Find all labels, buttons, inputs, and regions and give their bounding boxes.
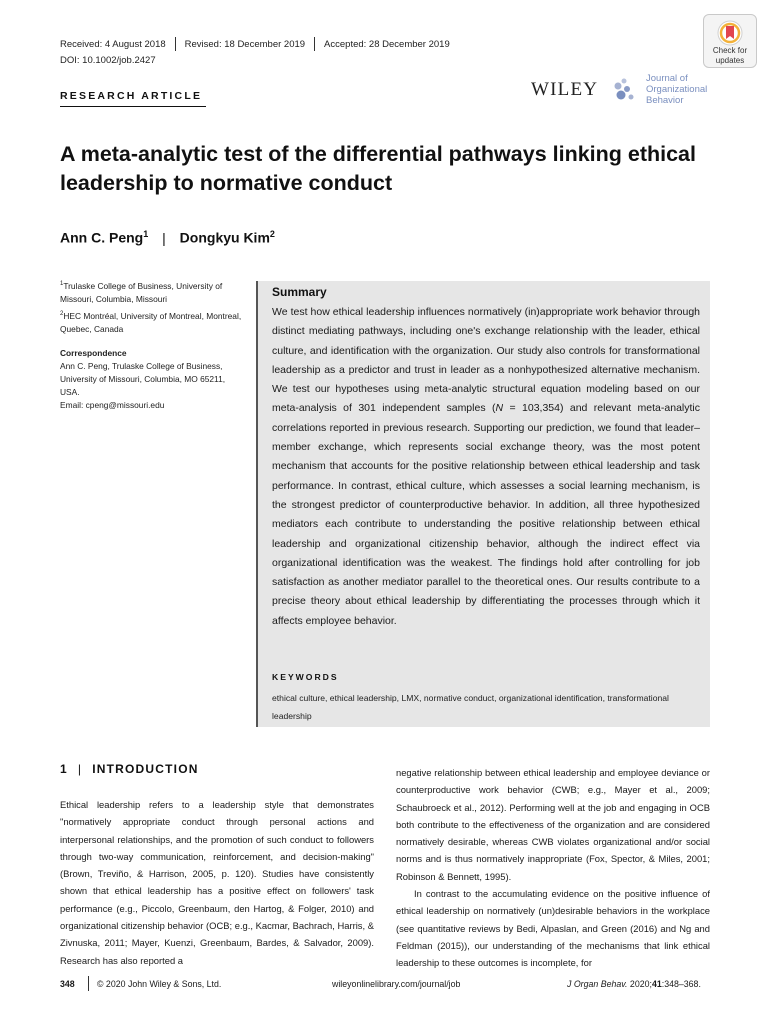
- keywords-list: ethical culture, ethical leadership, LMX, normative conduct, organizational identification, transformational leadership: [272, 693, 669, 721]
- affiliation-1: $^1$Trulaske College of Business, University of Missouri, Columbia, Missouri: [60, 280, 223, 304]
- keywords-heading: KEYWORDS: [272, 672, 339, 682]
- copyright: © 2020 John Wiley & Sons, Ltd.: [97, 979, 222, 989]
- author-name[interactable]: Dongkyu Kim: [179, 229, 270, 246]
- summary-rule: [256, 281, 258, 727]
- article-dates: [60, 37, 450, 51]
- badge-label-1: Check for: [712, 46, 748, 55]
- journal-dots-icon: [610, 76, 642, 106]
- section-label: RESEARCH ARTICLE: [60, 90, 203, 102]
- body-column-right: [396, 764, 710, 972]
- body-paragraph: In contrast to the accumulating evidence on the positive influence of ethical leadership on normatively (un)desirable behaviors in the workplace (see quantitative reviews by Bedi, Alpaslan, and Green (2016) and Ng and Feldman (2015)), our understanding of the mechanisms that link ethical leadership to these outcomes is incomplete, for: [396, 888, 710, 969]
- journal-url[interactable]: wileyonlinelibrary.com/journal/job: [332, 979, 461, 989]
- author-name[interactable]: Ann C. Peng: [60, 229, 144, 246]
- author-list: Ann C. Peng$^1$ | Dongkyu Kim$^2$: [60, 229, 275, 246]
- section-heading: 1 | INTRODUCTION: [60, 762, 199, 776]
- correspondence-address: Ann C. Peng, Trulaske College of Business, University of Missouri, Columbia, MO 65211, USA.: [60, 361, 226, 397]
- affiliation-marker: 1: [143, 229, 149, 239]
- divider: [314, 37, 315, 51]
- journal-name: Journal of Organizational Behavior: [646, 73, 708, 106]
- check-for-updates-button[interactable]: [703, 14, 757, 68]
- affiliation-2: $^2$HEC Montréal, University of Montreal, Montreal, Quebec, Canada: [60, 310, 242, 334]
- correspondence-email[interactable]: Email: cpeng@missouri.edu: [60, 400, 165, 410]
- bookmark-icon: [717, 20, 743, 46]
- accepted-date: Accepted: 28 December 2019: [324, 38, 450, 50]
- body-paragraph: Ethical leadership refers to a leadership style that demonstrates "normatively appropriate conduct through personal actions and interpersonal relationships, and the promotion of such conduct to followers through two-way communication, reinforcement, and decision-making" (Brown, Treviño, & Harrison, 2005, p. 120). Studies have consistently shown that ethical leadership has a positive effect on followers' task performance (e.g., Piccolo, Greenbaum, den Hartog, & Folger, 2010) and organizational citizenship behavior (OCB; e.g., Kacmar, Bachrach, Harris, & Zivnuska, 2011; Mayer, Kuenzi, Greenbaum, Bardes, & Salvador, 2009). Research has also reported a: [60, 799, 374, 966]
- page-number: 348: [60, 979, 75, 989]
- revised-date: Revised: 18 December 2019: [184, 38, 306, 50]
- article-title: A meta-analytic test of the differential pathways linking ethical leadership to normative conduct: [60, 142, 696, 195]
- divider: [175, 37, 176, 51]
- correspondence-heading: Correspondence: [60, 348, 127, 358]
- divider: [88, 976, 89, 991]
- citation: J Organ Behav. 2020;41:348–368.: [567, 979, 701, 989]
- doi[interactable]: DOI: 10.1002/job.2427: [60, 55, 156, 66]
- summary-text: We test how ethical leadership influences normatively (in)appropriate work behavior through distinct mediating pathways, including one's exchange relationship with the leader, ethical culture, and identification with the organization. Our study also controls for transformational leadership as a predictor and trust in leader as a nonhypothesized alternative mechanism. We test our hypotheses using meta-analytic structural equation modeling based on our meta-analysis of 301 independent samples (N = 103,354) and relevant meta-analytic correlations reported in previous research. Supporting our prediction, we found that leader–member exchange, which represents social exchange theory, was the most potent mechanism that accounts for the positive relationship between ethical leadership and task performance. In contrast, ethical culture, which assesses a social learning mechanism, is the strongest predictor of counterproductive behavior. In addition, all three hypothesized mediators each contribute to understanding the positive relationship between ethical leadership and organizational citizenship behavior, although the indirect effect via organizational identification was the weakest. The findings hold after controlling for job satisfaction as another mediator parallel to the theoretical ones. Our results contribute to a precise theory about ethical leadership by differentiating the processes through which it affects employee behavior.: [272, 306, 701, 627]
- badge-label-2: updates: [715, 55, 745, 65]
- affiliation-marker: 2: [269, 229, 275, 239]
- body-paragraph: negative relationship between ethical leadership and employee deviance or counterproductive work behavior (CWB; e.g., Mayer et al., 2009; Schaubroeck et al., 2012). Performing well at the job and engaging in OCB both contribute to the effectiveness of the organization and are considered normatively desirable, whereas CWB violates organizational and/or social norms and is thus normatively inappropriate (Fox, Spector, & Miles, 2001; Robinson & Bennett, 1995).: [396, 767, 710, 882]
- summary-heading: Summary: [272, 285, 327, 299]
- received-date: Received: 4 August 2018: [60, 38, 166, 50]
- section-underline: [60, 106, 206, 107]
- publisher-logo: WILEY: [531, 79, 599, 100]
